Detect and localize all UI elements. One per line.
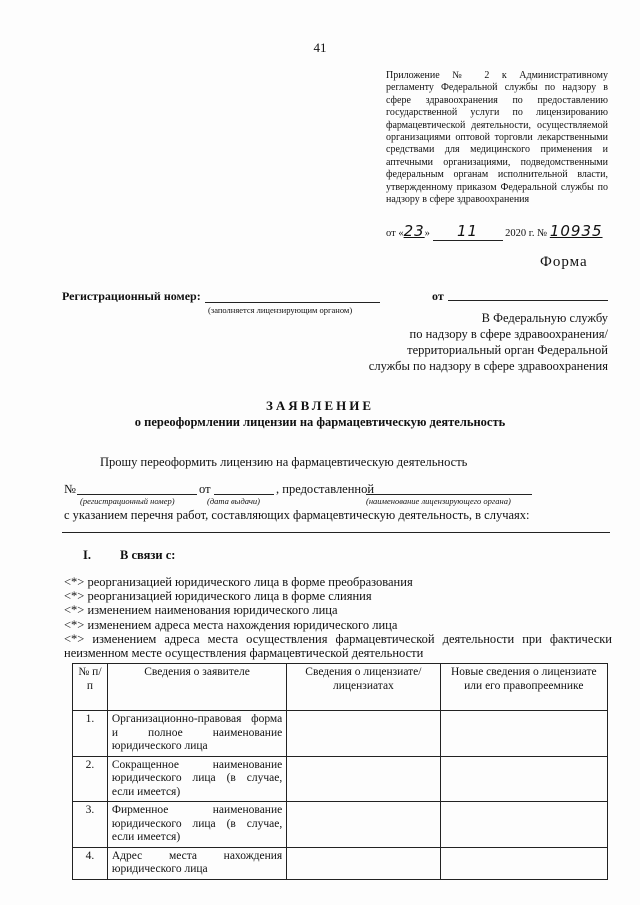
header-applicant-info: Сведения о заявителе — [107, 664, 286, 711]
appendix-paragraph: Приложение № 2 к Административному регламенту Федеральной службы по надзору в сфере здравоохранения по предоставлению государственной услуги по лицензированию фармацевтической деятельности, осуществляемой организациями оптовой торговли лекарственными средствами для медицинского применения и аптечными организациями, подведомственными федеральным органам исполнительной власти, утвержденному приказом Федеральной службы по надзору в сфере здравоохранения — [386, 70, 608, 206]
row-label: Организационно-правовая форма и полное наименование юридического лица — [107, 711, 286, 757]
reason-item[interactable]: <*> реорганизацией юридического лица в форме преобразования — [64, 575, 413, 589]
row-number: 3. — [73, 802, 108, 848]
document-subtitle: о переоформлении лицензии на фармацевтическую деятельность — [134, 415, 506, 429]
header-new-info: Новые сведения о лицензиате или его правопреемнике — [440, 664, 607, 711]
request-text: Прошу переоформить лицензию на фармацевтическую деятельность — [100, 455, 468, 469]
licensing-authority-field[interactable] — [366, 494, 532, 495]
reason-item[interactable]: <*> реорганизацией юридического лица в форме слияния — [64, 589, 372, 604]
license-provided-label: , предоставленной — [276, 482, 375, 496]
document-title: ЗАЯВЛЕНИЕ — [265, 398, 375, 413]
section-title: В связи с: — [120, 548, 176, 562]
section-number: I. — [83, 548, 91, 562]
new-value-cell[interactable] — [440, 847, 607, 879]
addressee-line: по надзору в сфере здравоохранения/ — [409, 327, 608, 341]
new-value-cell[interactable] — [440, 711, 607, 757]
appendix-text — [386, 70, 608, 206]
row-label: Фирменное наименование юридического лица (в случае, если имеется) — [107, 802, 286, 848]
caption-issue-date: (дата выдачи) — [207, 496, 261, 506]
date-month-handwritten: 11 — [433, 222, 503, 241]
license-date-label: от — [199, 482, 211, 496]
licensee-value-cell[interactable] — [287, 847, 440, 879]
table-row — [73, 756, 608, 802]
license-number-label: № — [64, 482, 76, 496]
works-list-field[interactable] — [62, 532, 610, 533]
table-row — [73, 847, 608, 879]
caption-authority: (наименование лицензирующего органа) — [366, 496, 511, 506]
reasons-list — [64, 575, 612, 660]
license-number-field[interactable] — [77, 494, 197, 495]
registration-number-label: Регистрационный номер: — [62, 289, 201, 303]
addressee-line: территориальный орган Федеральной — [407, 343, 608, 357]
header-licensee-info: Сведения о лицензиате/лицензиатах — [287, 664, 440, 711]
table-row — [73, 711, 608, 757]
addressee-line: В Федеральную службу — [481, 311, 608, 325]
registration-date-field[interactable] — [448, 300, 608, 301]
reason-item[interactable]: <*> изменением адреса места нахождения юридического лица — [64, 617, 398, 632]
reason-item[interactable]: <*> изменением наименования юридического лица — [64, 603, 338, 618]
row-number: 1. — [73, 711, 108, 757]
license-date-field[interactable] — [214, 494, 274, 495]
registration-date-label: от — [432, 289, 444, 303]
new-value-cell[interactable] — [440, 756, 607, 802]
table-header-row — [73, 664, 608, 711]
addressee-line: службы по надзору в сфере здравоохранения — [368, 359, 608, 373]
header-number: № п/п — [73, 664, 108, 711]
table-row — [73, 802, 608, 848]
licensee-value-cell[interactable] — [287, 756, 440, 802]
registration-number-field[interactable] — [205, 302, 380, 303]
row-number: 2. — [73, 756, 108, 802]
page-number: 41 — [313, 40, 327, 55]
works-list-text: с указанием перечня работ, составляющих фармацевтическую деятельность, в случаях: — [64, 508, 530, 522]
addressee-block — [330, 310, 608, 374]
licensee-value-cell[interactable] — [287, 802, 440, 848]
row-number: 4. — [73, 847, 108, 879]
new-value-cell[interactable] — [440, 802, 607, 848]
licensee-value-cell[interactable] — [287, 711, 440, 757]
applicant-info-table — [72, 663, 608, 880]
reason-item[interactable]: <*> изменением адреса места осуществления фармацевтической деятельности при фактически неизменном месте осуществления фармацевтической деятельности — [64, 631, 612, 661]
caption-reg-number: (регистрационный номер) — [80, 496, 175, 506]
row-label: Адрес места нахождения юридического лица — [107, 847, 286, 879]
registration-number-caption: (заполняется лицензирующим органом) — [208, 305, 353, 315]
form-label: Форма — [540, 254, 588, 270]
appendix-date: от «23» 11 2020 г. № 10935 — [386, 222, 603, 240]
order-number-handwritten: 10935 — [549, 222, 603, 240]
row-label: Сокращенное наименование юридического лица (в случае, если имеется) — [107, 756, 286, 802]
date-day-handwritten: 23 — [403, 222, 425, 240]
